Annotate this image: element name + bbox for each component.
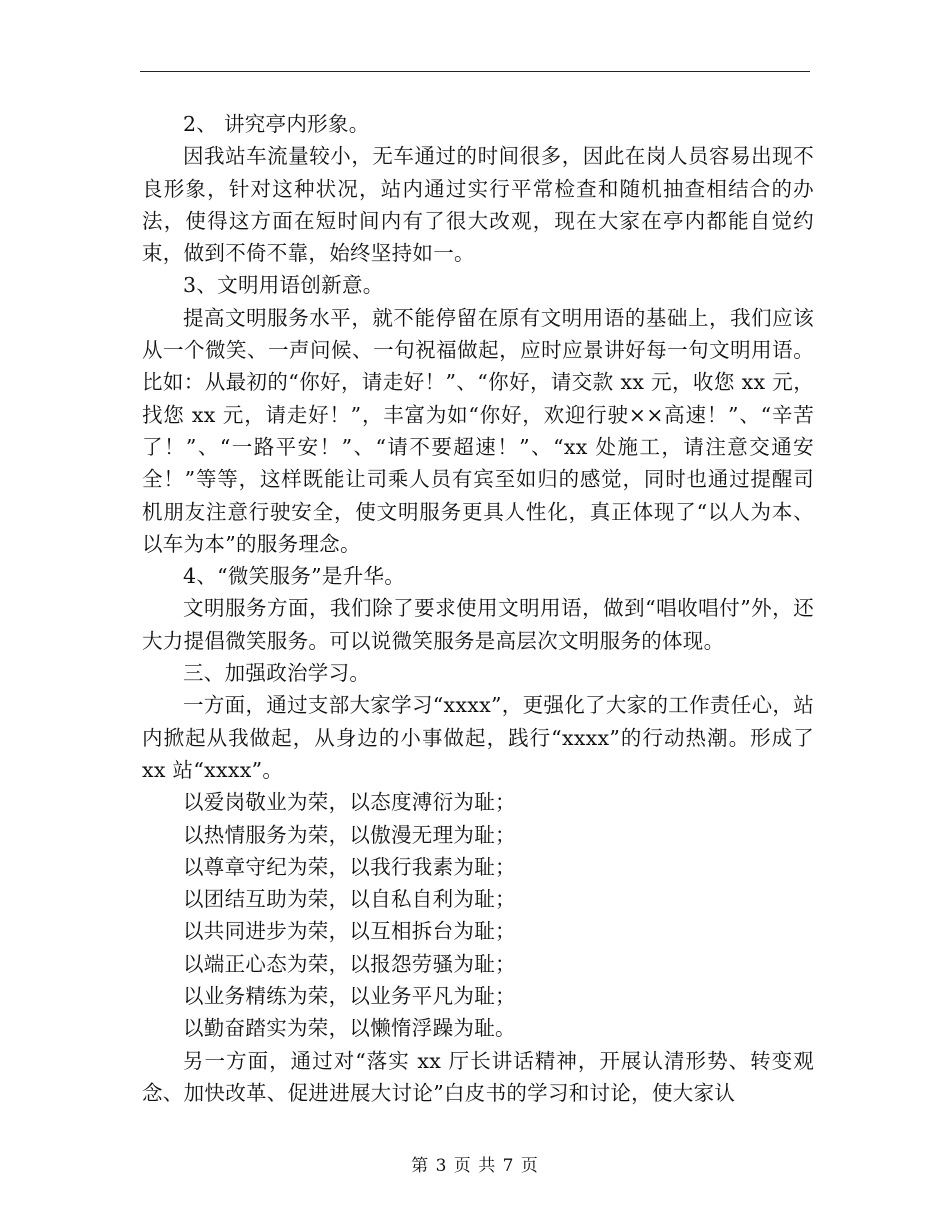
document-body: [142, 108, 814, 1109]
motto-line: 以业务精练为荣，以业务平凡为耻；: [183, 984, 516, 1009]
motto-line: 以尊章守纪为荣，以我行我素为耻；: [183, 854, 516, 879]
section-heading: 三、加强政治学习。: [183, 661, 371, 686]
heading-4: 4、“微笑服务”是升华。: [183, 564, 406, 589]
motto-line: 以爱岗敬业为荣，以态度溥衍为耻；: [183, 790, 516, 815]
paragraph: 因我站车流量较小，无车通过的时间很多，因此在岗人员容易出现不良形象，针对这种状况，站内通过实行平常检查和随机抽查相结合的办法，使得这方面在短时间内有了很大改观，现在大家在亭内都能自觉约束，做到不倚不靠，始终坚持如一。: [142, 144, 814, 266]
heading-3: 3、文明用语创新意。: [183, 273, 384, 298]
paragraph: 提高文明服务水平，就不能停留在原有文明用语的基础上，我们应该从一个微笑、一声问候、一句祝福做起，应时应景讲好每一句文明用语。比如：从最初的“你好，请走好！”、“你好，请交款 xx 元，收您 xx 元，找您 xx 元，请走好！”，丰富为如“你好，欢迎行驶××高速！”、“辛苦了！”、“一路平安！”、“请不要超速！”、“xx 处施工，请注意交通安全！”等等，这样既能让司乘人员有宾至如归的感觉，同时也通过提醒司机朋友注意行驶安全，使文明服务更具人性化，真正体现了“以人为本、以车为本”的服务理念。: [142, 305, 814, 556]
paragraph: 另一方面，通过对“落实 xx 厅长讲话精神，开展认清形势、转变观念、加快改革、促进进展大讨论”白皮书的学习和讨论，使大家认: [142, 1048, 814, 1105]
header-rule: [140, 71, 810, 72]
motto-line: 以端正心态为荣，以报怨劳骚为耻；: [183, 951, 516, 976]
page-number: 第 3 页 共 7 页: [411, 1156, 539, 1176]
paragraph: 文明服务方面，我们除了要求使用文明用语，做到“唱收唱付”外，还大力提倡微笑服务。可以说微笑服务是高层次文明服务的体现。: [142, 596, 814, 653]
motto-line: 以热情服务为荣，以傲漫无理为耻；: [183, 822, 516, 847]
paragraph: 一方面，通过支部大家学习“xxxx”，更强化了大家的工作责任心，站内掀起从我做起，从身边的小事做起，践行“xxxx”的行动热潮。形成了 xx 站“xxxx”。: [142, 693, 814, 782]
heading-2: 2、 讲究亭内形象。: [183, 112, 370, 136]
motto-line: 以共同进步为荣，以互相拆台为耻；: [183, 919, 516, 944]
motto-line: 以勤奋踏实为荣，以懒惰浮躁为耻。: [183, 1016, 516, 1041]
motto-line: 以团结互助为荣，以自私自利为耻；: [183, 887, 516, 912]
